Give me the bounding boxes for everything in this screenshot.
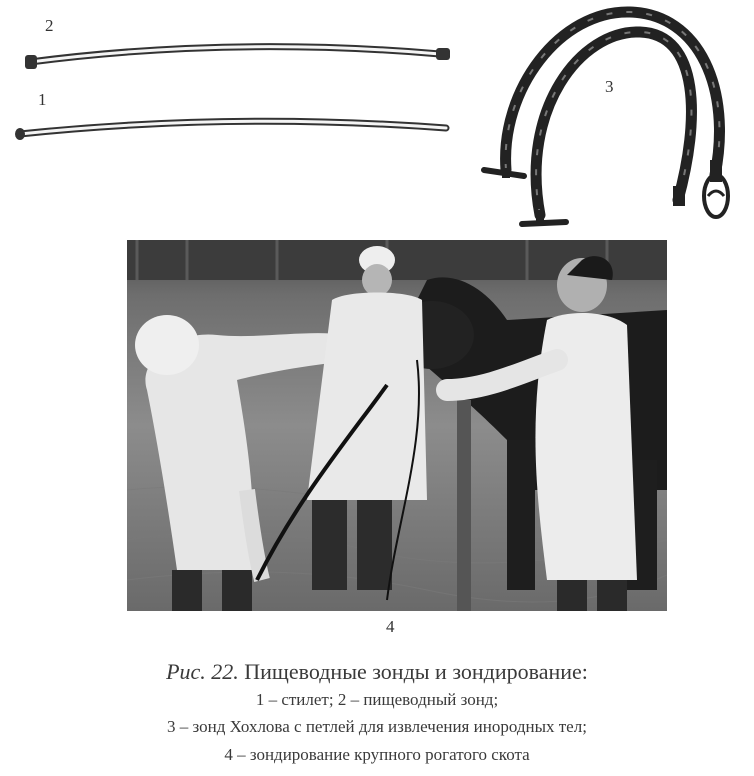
label-1: 1	[38, 90, 47, 109]
label-2: 2	[45, 16, 54, 35]
probe-drawings	[0, 0, 470, 150]
caption-prefix: Рис. 22.	[166, 659, 239, 684]
photo-cattle-probing	[127, 240, 667, 611]
caption-line-3: 4 – зондирование крупного рогатого скота	[224, 745, 530, 764]
khokhlov-probe-drawing	[470, 0, 754, 240]
esophageal-probe-drawing	[25, 47, 450, 69]
photo-scene	[127, 240, 667, 611]
label-4: 4	[386, 617, 395, 636]
stylet-drawing	[15, 121, 446, 140]
caption-line-1: 1 – стилет; 2 – пищеводный зонд;	[255, 690, 499, 709]
label-3: 3	[605, 77, 614, 96]
caption-title	[0, 659, 754, 685]
caption-line-2: 3 – зонд Хохлова с петлей для извлечения инородных тел;	[167, 717, 587, 736]
caption-title-text: Пищеводные зонды и зондирование:	[244, 659, 588, 684]
